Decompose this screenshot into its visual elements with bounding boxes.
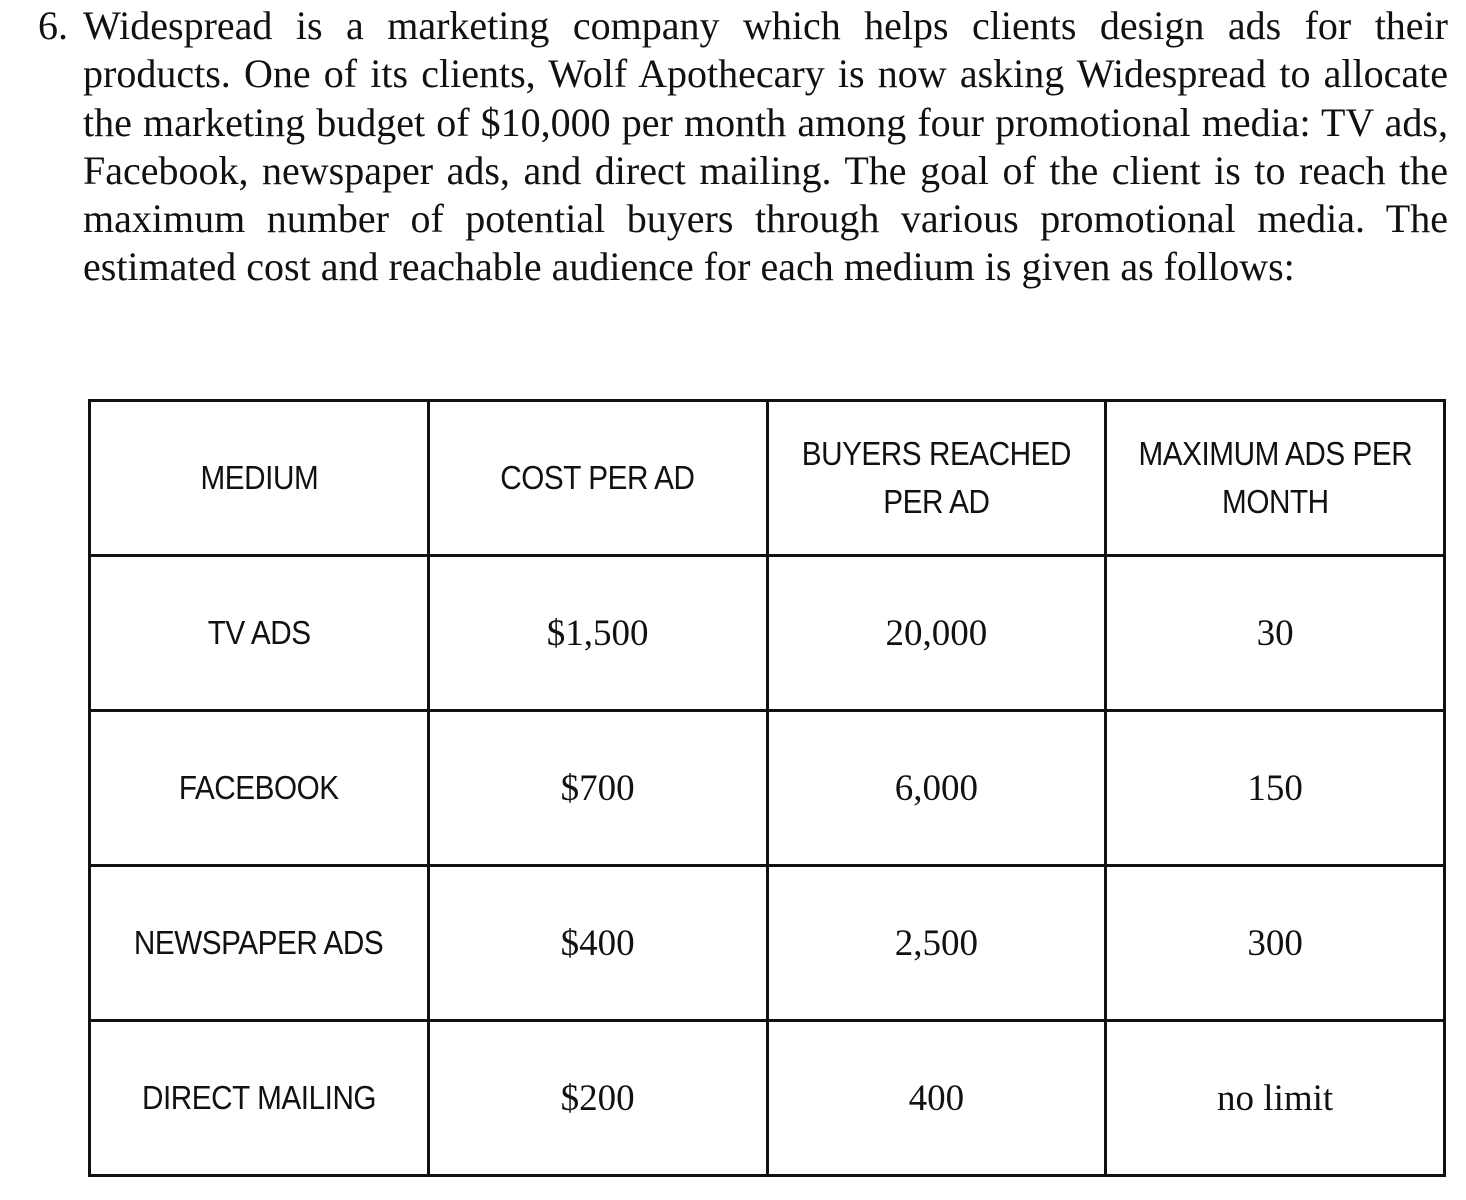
table-row — [90, 711, 1445, 866]
table-row — [90, 866, 1445, 1021]
header-cost-per-ad: COST PER AD — [445, 401, 750, 556]
buyers-cell: 20,000 — [767, 556, 1106, 711]
header-max-ads: MAXIMUM ADS PER MONTH — [1123, 401, 1428, 556]
medium-cell: NEWSPAPER ADS — [90, 866, 429, 1021]
header-medium: MEDIUM — [106, 401, 411, 556]
cost-cell: $400 — [428, 866, 767, 1021]
table-row — [90, 556, 1445, 711]
cost-cell: $1,500 — [428, 556, 767, 711]
medium-cell: TV ADS — [90, 556, 429, 711]
table-header-row — [90, 401, 1445, 556]
cost-cell: $700 — [428, 711, 767, 866]
buyers-cell: 400 — [767, 1021, 1106, 1176]
buyers-cell: 2,500 — [767, 866, 1106, 1021]
max-ads-cell: 30 — [1106, 556, 1445, 711]
problem-statement — [38, 2, 1448, 292]
max-ads-cell: 300 — [1106, 866, 1445, 1021]
max-ads-cell: 150 — [1106, 711, 1445, 866]
buyers-cell: 6,000 — [767, 711, 1106, 866]
medium-cell: DIRECT MAILING — [90, 1021, 429, 1176]
medium-cell: FACEBOOK — [90, 711, 429, 866]
cost-cell: $200 — [428, 1021, 767, 1176]
table-row — [90, 1021, 1445, 1176]
max-ads-cell: no limit — [1106, 1021, 1445, 1176]
problem-number: 6. — [38, 3, 68, 48]
media-cost-table — [88, 399, 1446, 1177]
problem-text: Widespread is a marketing company which helps clients design ads for their products. One of its clients, Wolf Apothecary is now asking Widespread to allocate the marketing budget of $10,000 per month among four promotional media: TV ads, Facebook, newspaper ads, and direct mailing. The goal of the client is to reach the maximum number of potential buyers through various promotional media. The estimated cost and reachable audience for each medium is given as follows: — [83, 3, 1448, 290]
header-buyers-reached: BUYERS REACHED PER AD — [784, 401, 1089, 556]
